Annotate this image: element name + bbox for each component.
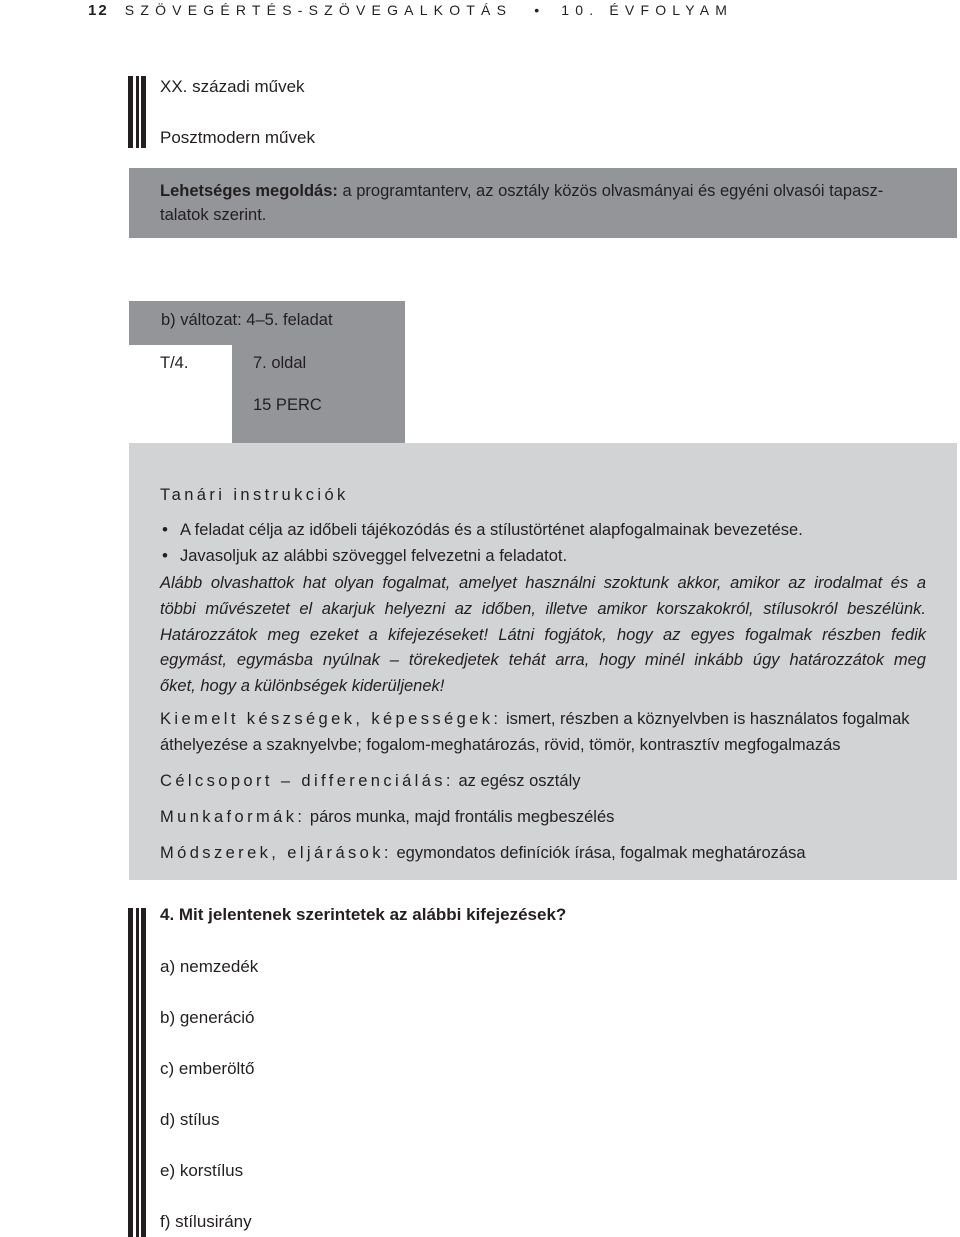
work-label: Munkaformák: xyxy=(160,808,306,826)
list-item: XX. századi művek xyxy=(160,77,305,96)
methods-value: egymondatos definíciók írása, fogalmak meghatározása xyxy=(391,844,806,862)
page-number: 12 xyxy=(88,2,109,19)
instruction-line: többi művészetet el akarjuk helyezni az időben, illetve amikor korszakokról, stílusokról beszélünk. xyxy=(160,599,926,618)
instruction-bullet: • A feladat célja az időbeli tájékozódás és a stílustörténet alapfogalmainak bevezetése. xyxy=(160,521,803,540)
target-value: az egész osztály xyxy=(453,772,581,790)
answer-item: f) stílusirány xyxy=(160,1212,252,1231)
header-grade: 10. ÉVFOLYAM xyxy=(561,2,734,18)
solution-text: a programtanterv, az osztály közös olvasmányai és egyéni olvasói tapasz- xyxy=(337,182,884,200)
instruction-line: Határozzátok meg ezeket a kifejezéseket! Látni fogjátok, hogy az egyes fogalmak részben fedik xyxy=(160,625,926,644)
running-header xyxy=(88,0,733,21)
margin-bars-bottom xyxy=(128,908,146,1237)
solution-line-1 xyxy=(160,182,883,201)
skills-value-2: áthelyezése a szaknyelvbe; fogalom-meghatározás, rövid, tömör, kontrasztív megfogalmazás xyxy=(160,736,841,754)
solution-box xyxy=(129,168,957,238)
solution-line-2: talatok szerint. xyxy=(160,206,267,224)
instruction-bullet: • Javasoljuk az alábbi szöveggel felvezetni a feladatot. xyxy=(160,547,567,566)
skills-value: ismert, részben a köznyelvben is használatos fogalmak xyxy=(501,710,910,728)
skills-row xyxy=(160,710,910,729)
work-value: páros munka, majd frontális megbeszélés xyxy=(305,808,615,826)
instruction-line: Alább olvashattok hat olyan fogalmat, amelyet használni szoktunk akkor, amikor az irodalmat és a xyxy=(160,574,926,592)
answer-item: b) generáció xyxy=(160,1008,255,1027)
header-subject: SZÖVEGÉRTÉS-SZÖVEGALKOTÁS xyxy=(124,2,513,18)
instruction-line: őket, hogy a különbségek kiderüljenek! xyxy=(160,677,445,696)
answer-item: d) stílus xyxy=(160,1110,220,1129)
answer-item: c) emberöltő xyxy=(160,1059,255,1078)
solution-label: Lehetséges megoldás: xyxy=(160,182,338,200)
answer-item: e) korstílus xyxy=(160,1161,244,1180)
task-page: 7. oldal xyxy=(253,354,307,372)
task-variant: b) változat: 4–5. feladat xyxy=(161,311,333,329)
header-bullet: • xyxy=(534,2,540,18)
methods-row xyxy=(160,844,806,863)
target-row xyxy=(160,772,580,791)
task-time: 15 PERC xyxy=(253,396,322,414)
work-row xyxy=(160,808,614,827)
methods-label: Módszerek, eljárások: xyxy=(160,844,392,862)
skills-label: Kiemelt készségek, képességek: xyxy=(160,710,502,728)
task-variant-bar xyxy=(129,301,405,345)
target-label: Célcsoport – differenciálás: xyxy=(160,772,454,790)
instruction-text xyxy=(160,571,926,700)
list-item: Posztmodern művek xyxy=(160,128,315,147)
instructions-title: Tanári instrukciók xyxy=(160,486,349,504)
task-code: T/4. xyxy=(160,354,189,372)
margin-bars-top xyxy=(128,76,146,148)
answer-item: a) nemzedék xyxy=(160,957,259,976)
instruction-line: egymást, egymásba nyúlnak – törekedjetek tehát arra, hogy minél inkább úgy határozzátok meg xyxy=(160,651,926,670)
question-title: 4. Mit jelentenek szerintetek az alábbi kifejezések? xyxy=(160,905,567,924)
